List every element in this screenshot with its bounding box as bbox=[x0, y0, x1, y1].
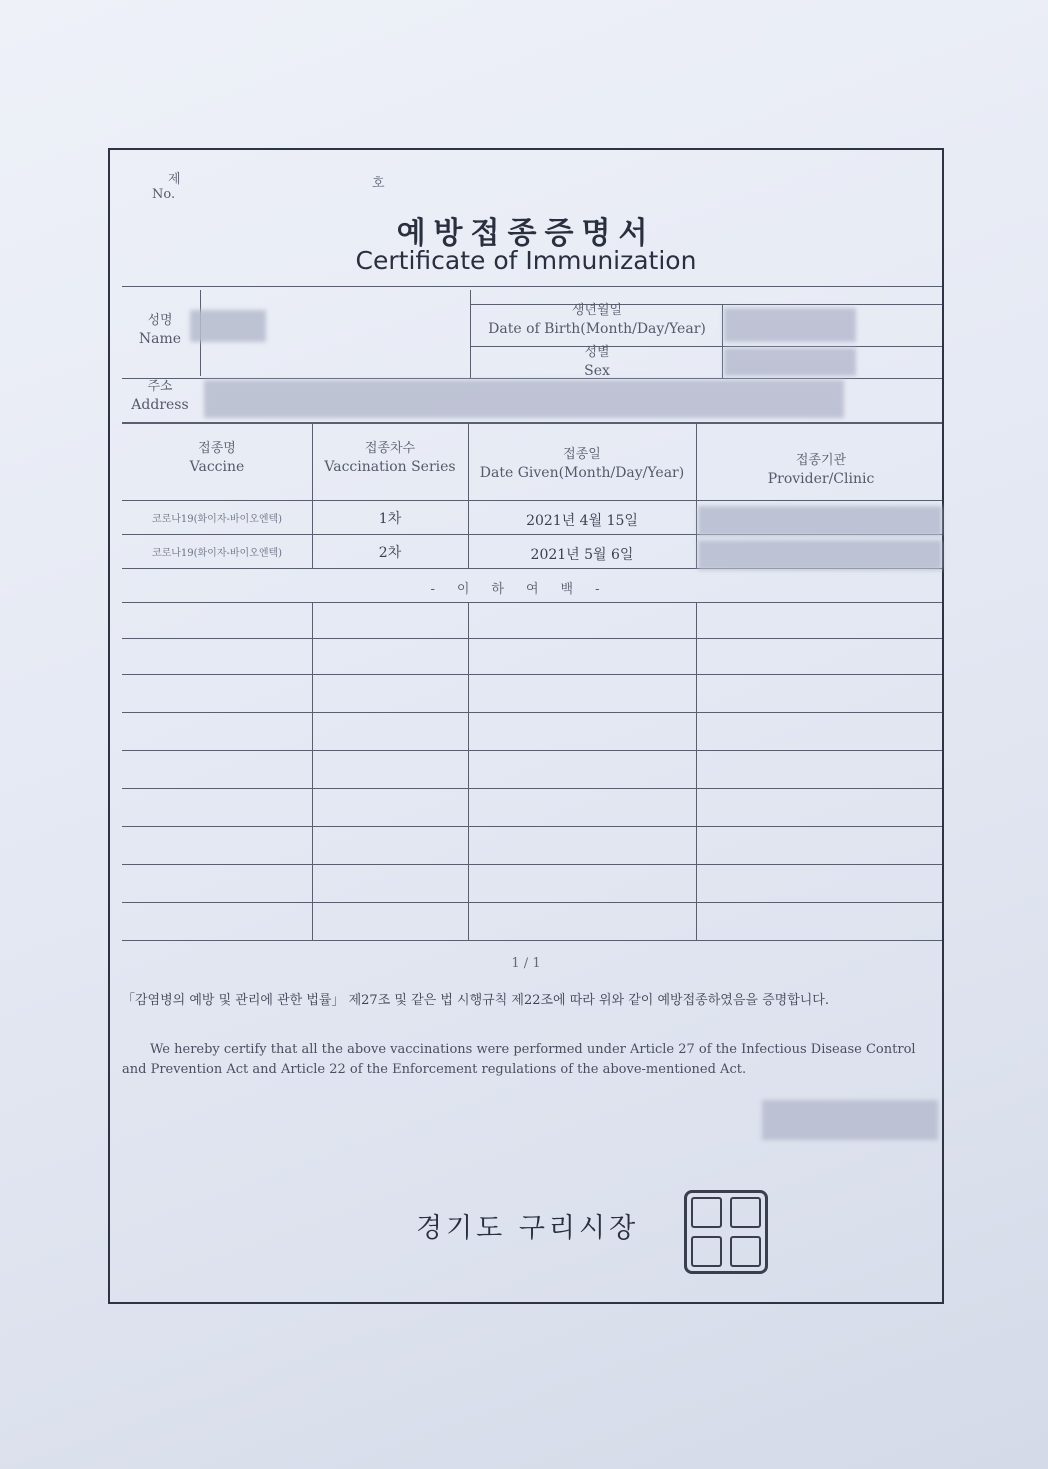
issue-date-redacted bbox=[762, 1100, 938, 1140]
col-series: 접종차수 Vaccination Series bbox=[324, 441, 456, 475]
row1-date: 2021년 4월 15일 bbox=[526, 513, 638, 529]
dob-label: 생년월일 Date of Birth(Month/Day/Year) bbox=[488, 303, 706, 337]
ho-label: 호 bbox=[372, 176, 385, 191]
certificate-number bbox=[152, 168, 385, 202]
certificate-frame bbox=[108, 148, 944, 1304]
row1-series: 1차 bbox=[378, 511, 402, 527]
page-number: 1 / 1 bbox=[511, 956, 541, 971]
dob-redacted bbox=[724, 308, 856, 342]
row2-series: 2차 bbox=[378, 545, 402, 561]
row2-vaccine: 코로나19(화이자-바이오엔텍) bbox=[151, 548, 283, 559]
address-label: 주소 Address bbox=[131, 379, 189, 413]
name-label: 성명 Name bbox=[138, 313, 182, 347]
row1-vaccine: 코로나19(화이자-바이오엔텍) bbox=[151, 514, 283, 525]
row1-provider-redacted bbox=[698, 506, 942, 536]
name-redacted bbox=[190, 310, 266, 342]
certification-text-english: We hereby certify that all the above vaccinations were performed under Article 27 of the Infectious Disease Control and Prevention Act and Article 22 of the Enforcement regulations of the above-mentioned Act. bbox=[122, 1042, 916, 1077]
no-label-en: No. bbox=[152, 187, 176, 202]
certification-text-korean: 「감염병의 예방 및 관리에 관한 법률」 제27조 및 같은 법 시행규칙 제22조에 따라 위와 같이 예방접종하였음을 증명합니다. bbox=[122, 993, 830, 1008]
col-vaccine: 접종명 Vaccine bbox=[189, 441, 245, 475]
blank-below-note: -이하여백- bbox=[430, 582, 622, 597]
title-korean: 예방접종증명서 bbox=[396, 216, 656, 251]
sex-redacted bbox=[724, 348, 856, 376]
no-label-ko: 제 bbox=[168, 172, 181, 187]
title-english: Certificate of Immunization bbox=[355, 246, 697, 275]
col-date: 접종일 Date Given(Month/Day/Year) bbox=[479, 447, 685, 481]
official-seal-icon bbox=[684, 1190, 768, 1274]
row2-provider-redacted bbox=[698, 540, 942, 570]
issuer-name: 경기도 구리시장 bbox=[416, 1213, 640, 1244]
col-provider: 접종기관 Provider/Clinic bbox=[767, 453, 875, 487]
address-redacted bbox=[204, 380, 844, 418]
row2-date: 2021년 5월 6일 bbox=[530, 547, 634, 563]
sex-label: 성별 Sex bbox=[584, 345, 610, 379]
